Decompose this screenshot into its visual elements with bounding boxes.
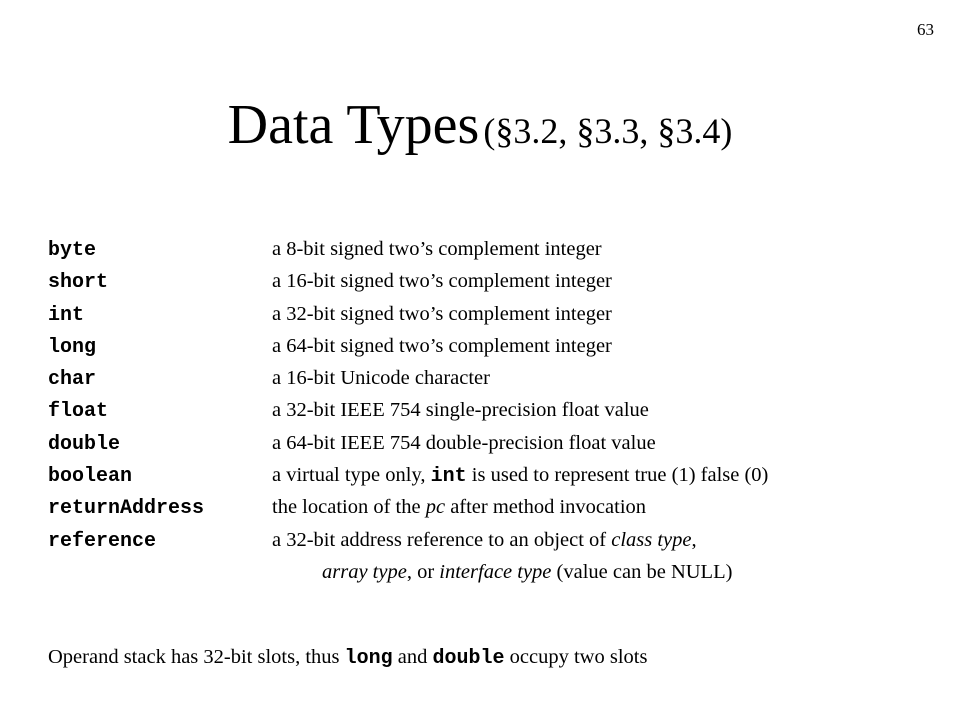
- title-main: Data Types: [227, 94, 480, 156]
- type-name: double: [48, 432, 121, 456]
- type-name: byte: [48, 239, 97, 262]
- desc-text: is used to represent true (1) false (0): [466, 464, 769, 487]
- desc-text: (value can be NULL): [551, 561, 733, 583]
- type-row-short: [48, 270, 948, 302]
- desc-text: a virtual type only,: [272, 464, 431, 487]
- type-description: [272, 529, 697, 552]
- desc-italic: array type: [322, 561, 407, 583]
- type-name: char: [48, 368, 97, 392]
- data-type-list: [48, 238, 948, 561]
- type-name: reference: [48, 529, 157, 553]
- type-description: [272, 464, 768, 488]
- type-name: returnAddress: [48, 497, 205, 521]
- type-row-boolean: [48, 464, 948, 496]
- type-row-byte: [48, 238, 948, 270]
- type-name: boolean: [48, 465, 133, 489]
- type-row-int: [48, 303, 948, 335]
- type-row-float: [48, 399, 948, 431]
- type-description: a 32-bit IEEE 754 single-precision float value: [272, 399, 649, 422]
- note-text: and: [392, 646, 433, 668]
- type-description: a 64-bit IEEE 754 double-precision float value: [272, 431, 656, 454]
- type-row-long: [48, 335, 948, 367]
- note-text: Operand stack has 32-bit slots, thus: [48, 646, 345, 668]
- desc-italic: interface type: [439, 561, 552, 583]
- desc-text: after method invocation: [445, 496, 647, 519]
- desc-text: a 32-bit address reference to an object of: [272, 528, 612, 551]
- type-description: a 16-bit Unicode character: [272, 367, 490, 390]
- type-description: [272, 496, 646, 519]
- desc-italic: pc: [425, 496, 446, 519]
- desc-code: int: [430, 465, 467, 489]
- type-row-reference: [48, 529, 948, 561]
- desc-text: the location of the: [272, 496, 426, 519]
- desc-italic: class type: [611, 528, 692, 551]
- type-name: float: [48, 400, 109, 424]
- desc-text: ,: [691, 528, 697, 551]
- type-row-double: [48, 432, 948, 464]
- slide-title: [0, 93, 960, 157]
- reference-continuation: [322, 561, 732, 584]
- type-name: short: [48, 271, 109, 295]
- type-row-returnaddress: [48, 496, 948, 528]
- type-row-char: [48, 367, 948, 399]
- type-description: a 8-bit signed two’s complement integer: [272, 238, 602, 260]
- type-description: a 32-bit signed two’s complement integer: [272, 302, 612, 325]
- type-name: long: [48, 335, 97, 359]
- type-name: int: [48, 303, 85, 327]
- type-description: a 64-bit signed two’s complement integer: [272, 334, 612, 357]
- note-code: double: [432, 647, 505, 670]
- desc-text: , or: [406, 561, 440, 583]
- note-text: occupy two slots: [504, 646, 648, 668]
- type-description: a 16-bit signed two’s complement integer: [272, 270, 612, 293]
- operand-stack-note: [48, 646, 647, 670]
- note-code: long: [344, 647, 393, 670]
- title-sections: (§3.2, §3.3, §3.4): [483, 111, 733, 151]
- page-number: 63: [917, 20, 934, 39]
